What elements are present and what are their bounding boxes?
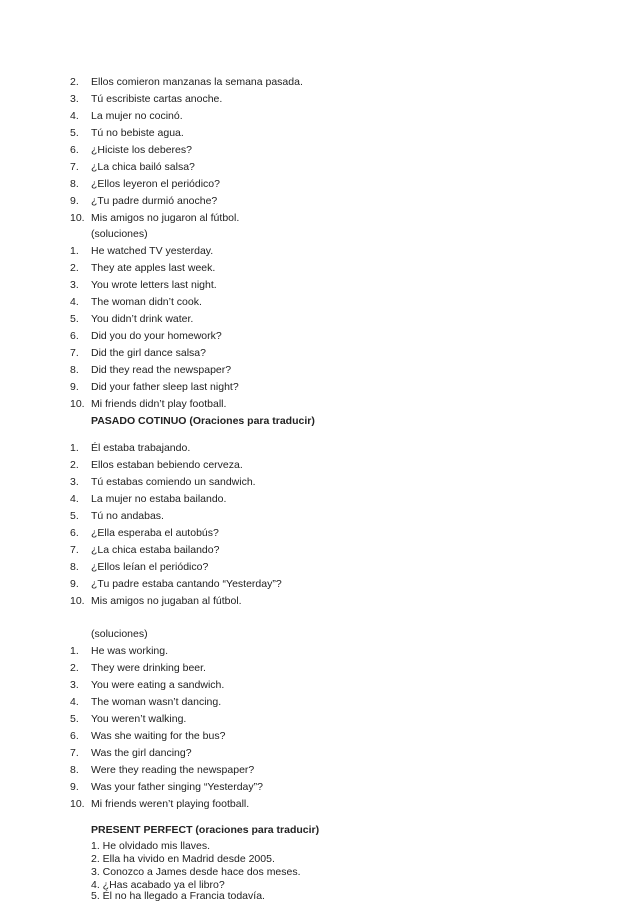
solutions-label: (soluciones) — [91, 628, 148, 640]
list-item: 2. Ellos comieron manzanas la semana pasada. — [70, 76, 303, 88]
list-item: 4. The woman wasn’t dancing. — [70, 696, 222, 708]
list-item: 7. Was the girl dancing? — [70, 747, 192, 759]
list-item: 5. Tú no bebiste agua. — [70, 127, 184, 139]
list-item: 4. La mujer no cocinó. — [70, 110, 183, 122]
list-item: 9. Was your father singing “Yesterday”? — [70, 781, 263, 793]
list-item: 6. ¿Ella esperaba el autobús? — [70, 527, 219, 539]
list-item: 6. Did you do your homework? — [70, 330, 222, 342]
list-item: 9. ¿Tu padre durmió anoche? — [70, 195, 218, 207]
list-item: 3. Tú escribiste cartas anoche. — [70, 93, 223, 105]
list-item: 8. Did they read the newspaper? — [70, 364, 232, 376]
list-item: 1. He watched TV yesterday. — [70, 245, 214, 257]
list-item: 3. You were eating a sandwich. — [70, 679, 225, 691]
list-item: 2. They were drinking beer. — [70, 662, 206, 674]
list-item: 10. Mi friends weren’t playing football. — [70, 798, 250, 810]
list-item: 7. ¿La chica bailó salsa? — [70, 161, 195, 173]
list-item: 10. Mis amigos no jugaron al fútbol. — [70, 212, 240, 224]
list-item: 10. Mis amigos no jugaban al fútbol. — [70, 595, 242, 607]
list-item: 7. ¿La chica estaba bailando? — [70, 544, 220, 556]
list-item: 9. ¿Tu padre estaba cantando “Yesterday”? — [70, 578, 282, 590]
list-item: 4. La mujer no estaba bailando. — [70, 493, 227, 505]
list-item: 5. Él no ha llegado a Francia todavía. — [91, 890, 265, 902]
section-heading: PRESENT PERFECT (oraciones para traducir) — [91, 824, 320, 836]
list-item: 10. Mi friends didn’t play football. — [70, 398, 227, 410]
list-item: 4. ¿Has acabado ya el libro? — [91, 879, 225, 891]
list-item: 1. He olvidado mis llaves. — [91, 840, 211, 852]
list-item: 9. Did your father sleep last night? — [70, 381, 239, 393]
list-item: 5. Tú no andabas. — [70, 510, 164, 522]
list-item: 7. Did the girl dance salsa? — [70, 347, 206, 359]
list-item: 2. Ella ha vivido en Madrid desde 2005. — [91, 853, 275, 865]
solutions-label: (soluciones) — [91, 228, 148, 240]
section-heading: PASADO COTINUO (Oraciones para traducir) — [91, 415, 315, 427]
list-item: 3. Conozco a James desde hace dos meses. — [91, 866, 301, 878]
list-item: 2. Ellos estaban bebiendo cerveza. — [70, 459, 243, 471]
list-item: 5. You didn’t drink water. — [70, 313, 194, 325]
list-item: 4. The woman didn’t cook. — [70, 296, 202, 308]
list-item: 5. You weren’t walking. — [70, 713, 187, 725]
list-item: 8. Were they reading the newspaper? — [70, 764, 255, 776]
list-item: 3. You wrote letters last night. — [70, 279, 217, 291]
list-item: 8. ¿Ellos leían el periódico? — [70, 561, 209, 573]
list-item: 1. He was working. — [70, 645, 169, 657]
list-item: 3. Tú estabas comiendo un sandwich. — [70, 476, 256, 488]
list-item: 8. ¿Ellos leyeron el periódico? — [70, 178, 220, 190]
list-item: 1. Él estaba trabajando. — [70, 442, 191, 454]
list-item: 2. They ate apples last week. — [70, 262, 216, 274]
list-item: 6. ¿Hiciste los deberes? — [70, 144, 192, 156]
list-item: 6. Was she waiting for the bus? — [70, 730, 226, 742]
